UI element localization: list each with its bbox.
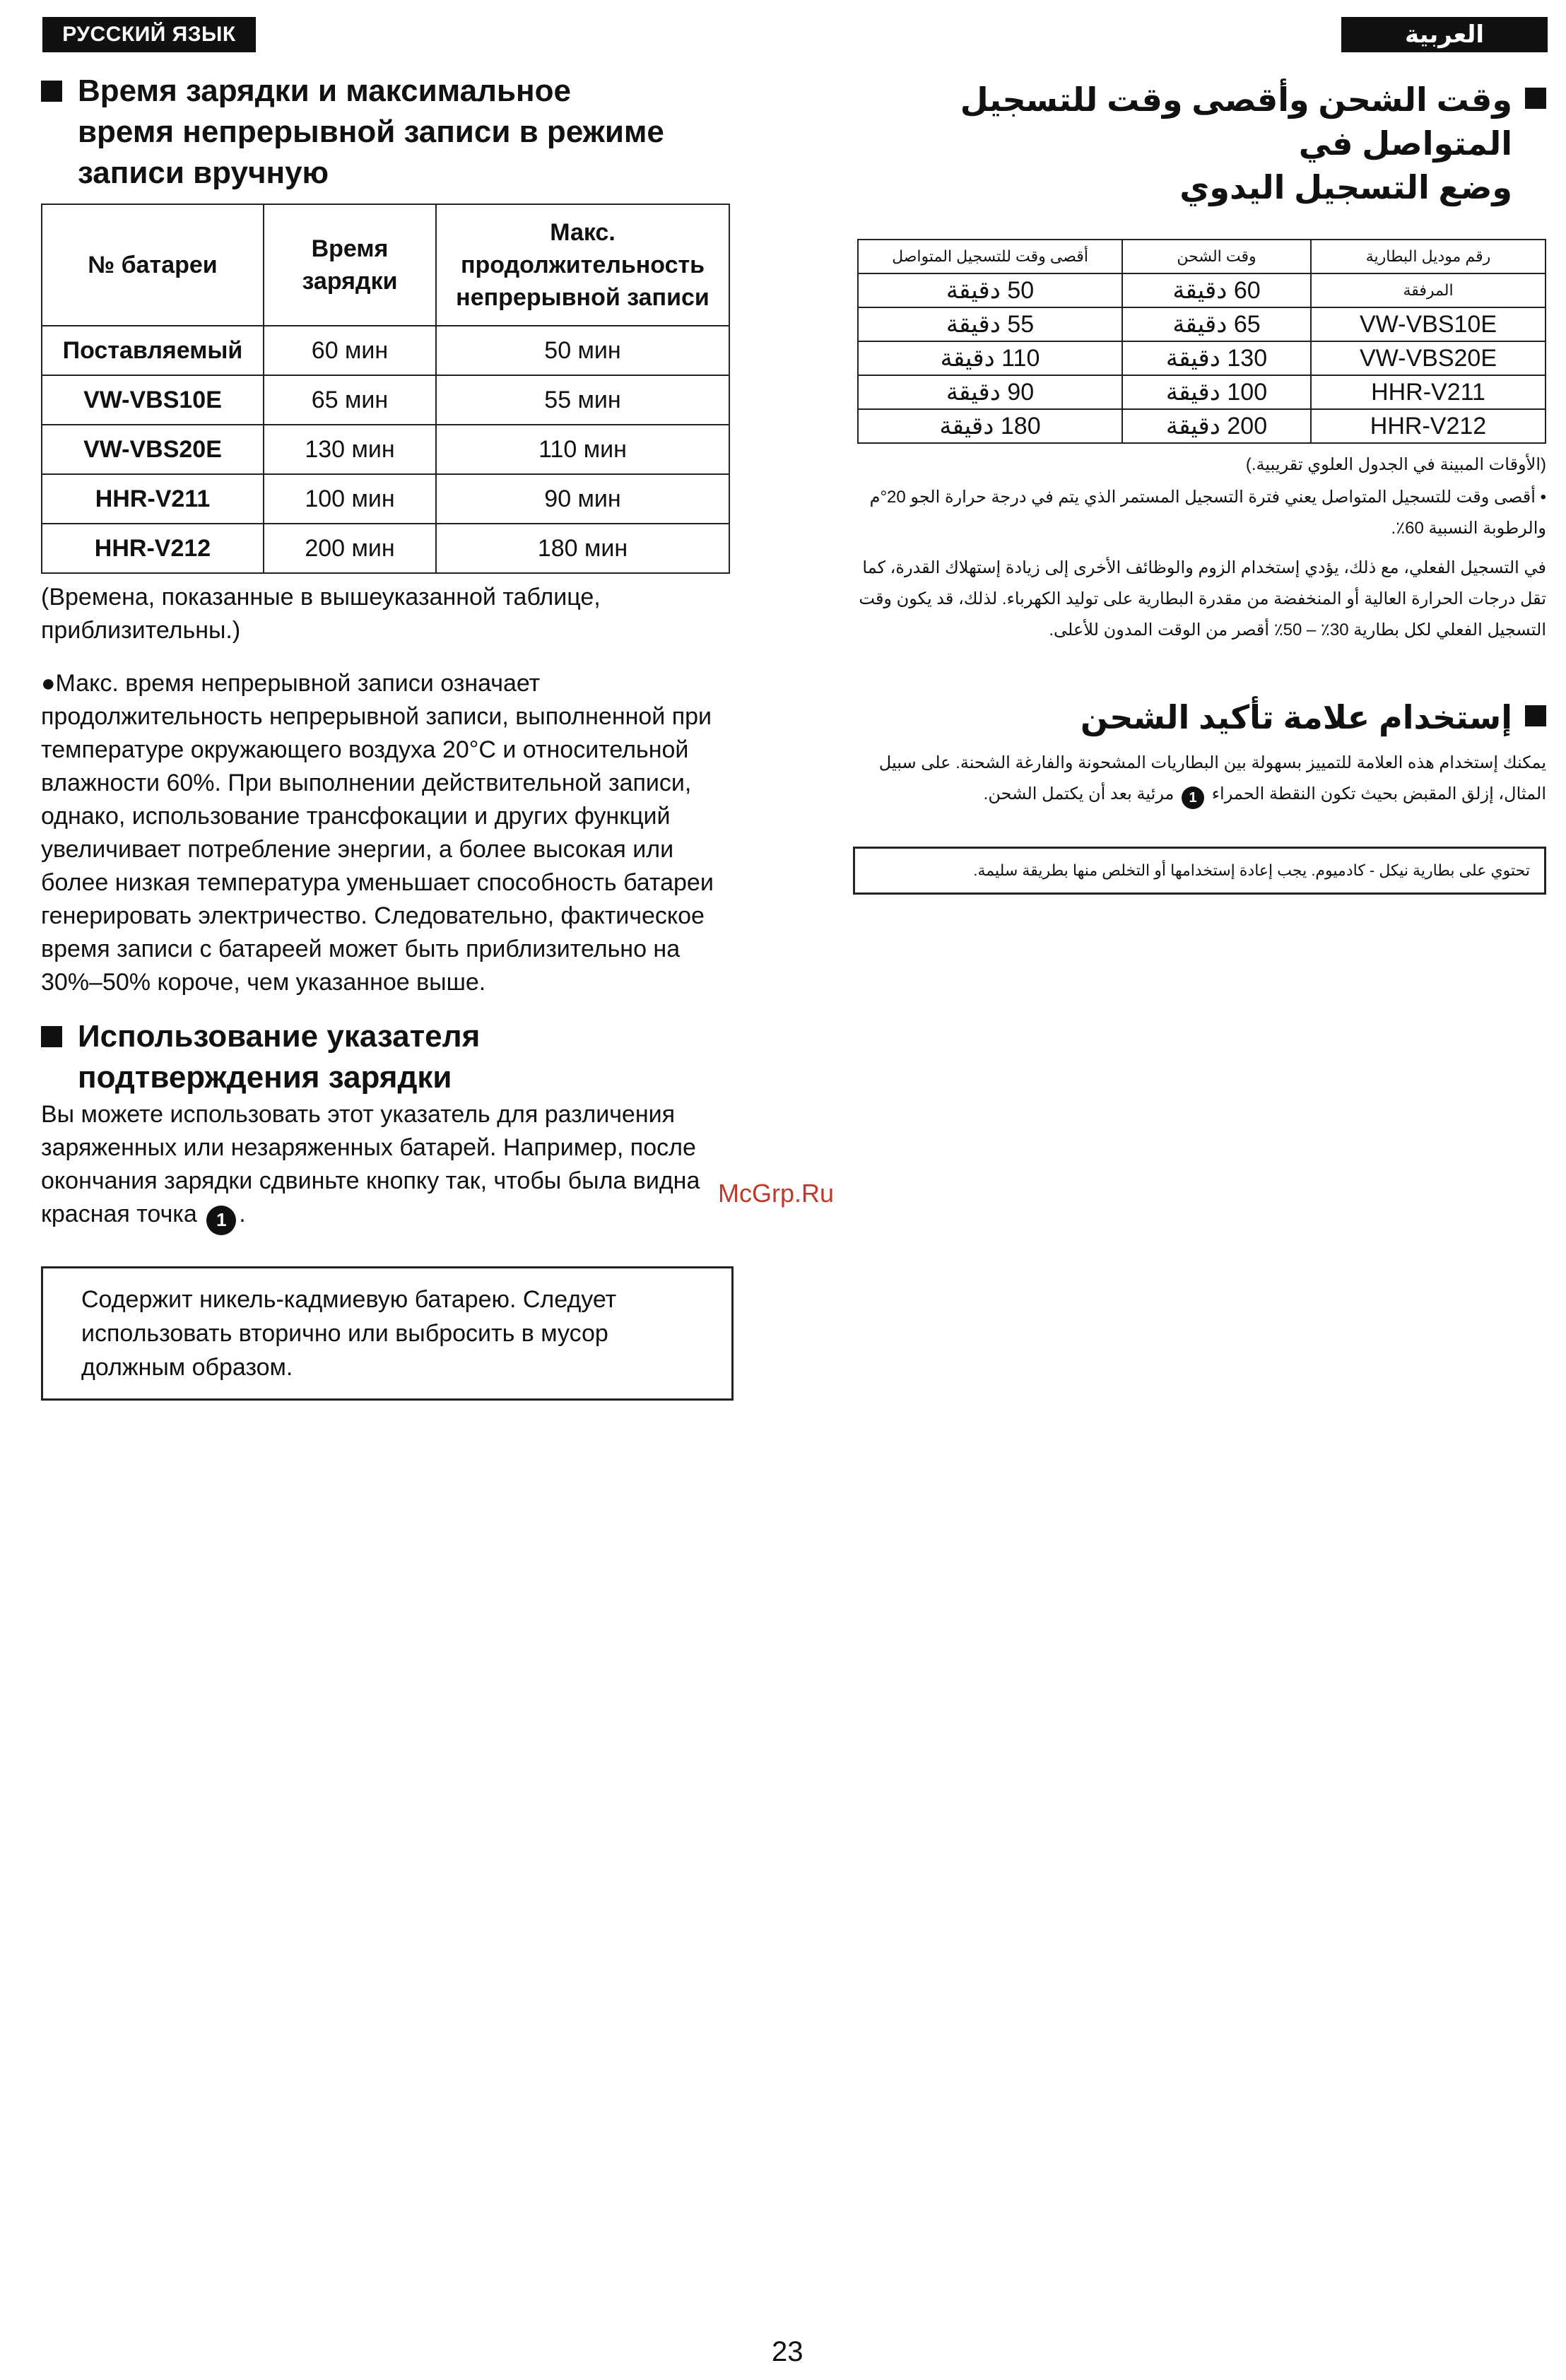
ru-section2-text [41,1098,734,1235]
ar-section2-text [854,748,1546,810]
russian-column [41,71,734,1401]
arabic-language-tag: العربية [1341,17,1548,52]
cell-max: 55 دقيقة [858,307,1122,341]
col-header-max-record: Макс. продолжительность непрерывной записи [436,204,729,326]
table-row [858,341,1546,375]
heading-line: Время зарядки и максимальное [78,73,571,108]
cell-model: VW-VBS10E [42,375,264,425]
ru-table-note: (Времена, показанные в вышеуказанной таблице, приблизительны.) [41,584,601,644]
cell-max: 50 мин [436,326,729,375]
table-row [858,375,1546,409]
cell-model: VW-VBS20E [1311,341,1546,375]
cell-model: HHR-V212 [1311,409,1546,443]
cell-max: 180 دقيقة [858,409,1122,443]
col-header-battery: رقم موديل البطارية [1311,240,1546,273]
col-header-charge-time: وقت الشحن [1122,240,1311,273]
watermark-text: McGrp.Ru [718,1179,835,1208]
square-bullet-icon [41,1026,62,1047]
ar-recycling-notice-box: تحتوي على بطارية نيكل - كادميوم. يجب إعادة إستخدامها أو التخلص منها بطريقة سليمة. [853,847,1546,895]
cell-max: 90 دقيقة [858,375,1122,409]
ar-section2-heading [854,695,1546,739]
cell-model: HHR-V211 [42,474,264,524]
cell-model: Поставляемый [42,326,264,375]
heading-line: время непрерывной записи в режиме [78,114,664,149]
cell-model: HHR-V211 [1311,375,1546,409]
arabic-column [854,78,1546,895]
cell-charge: 130 мин [264,425,436,474]
cell-charge: 60 мин [264,326,436,375]
cell-charge: 60 دقيقة [1122,273,1311,307]
table-row [858,409,1546,443]
russian-language-tag: РУССКИЙ ЯЗЫК [42,17,256,52]
square-bullet-icon [1525,88,1546,109]
ru-battery-table [41,204,730,574]
ru-section2-heading [41,1016,734,1098]
table-row [42,326,729,375]
ar-table-note: (الأوقات المبينة في الجدول العلوي تقريبية.) [1245,455,1546,474]
ar-section2-body-a: يمكنك إستخدام هذه العلامة للتمييز بسهولة بين البطاريات المشحونة والفارغة الشحنة. على سبيل المثال، إزلق المقبض بحيث تكون النقطة الحمراء [878,753,1546,803]
cell-charge: 100 دقيقة [1122,375,1311,409]
heading-line: وضع التسجيل اليدوي [1179,169,1512,206]
cell-max: 50 دقيقة [858,273,1122,307]
table-row [42,524,729,573]
cell-model: VW-VBS20E [42,425,264,474]
ru-section1-heading [41,71,734,194]
ru-recycling-notice-box: Содержит никель-кадмиевую батарею. Следует использовать вторично или выбросить в мусор должным образом. [41,1266,734,1401]
cell-charge: 65 دقيقة [1122,307,1311,341]
table-row [858,307,1546,341]
table-row [42,425,729,474]
ru-bullet-text: ●Макс. время непрерывной записи означает продолжительность непрерывной записи, выполненной при температуре окружающего воздуха 20°C и относительной влажности 60%. При выполнении действительной записи, однако, использование трансфокации и других функций увеличивает потребление энергии, а более высокая или более низкая температура уменьшает способность батареи генерировать электричество. Следовательно, фактическое время записи с батареей может быть приблизительно на 30%–50% короче, чем указанное выше. [41,670,714,996]
cell-max: 55 мин [436,375,729,425]
heading-line: записи вручную [78,155,329,190]
heading-line: وقت الشحن وأقصى وقت للتسجيل المتواصل في [960,81,1512,162]
heading-line: подтверждения зарядки [78,1060,452,1095]
cell-charge: 200 мин [264,524,436,573]
table-header-row [42,204,729,326]
col-header-charge-time: Время зарядки [264,204,436,326]
cell-model: VW-VBS10E [1311,307,1546,341]
ar-paragraph: في التسجيل الفعلي، مع ذلك، يؤدي إستخدام الزوم والوظائف الأخرى إلى زيادة إستهلاك القدرة، كما تقل درجات الحرارة العالية أو المنخفضة من مقدرة البطارية على توليد الكهرباء. لذلك، قد يكون وقت التسجيل الفعلي لكل بطارية 30٪ – 50٪ أقصر من الوقت المدون للأعلى. [859,558,1546,640]
table-row [42,474,729,524]
cell-model: المرفقة [1311,273,1546,307]
table-row [42,375,729,425]
table-row [858,273,1546,307]
cell-charge: 100 мин [264,474,436,524]
cell-model: HHR-V212 [42,524,264,573]
cell-charge: 65 мин [264,375,436,425]
ar-bullet-text: • أقصى وقت للتسجيل المتواصل يعني فترة التسجيل المستمر الذي يتم في درجة حرارة الجو 20°م والرطوبة النسبية 60٪. [869,488,1546,538]
square-bullet-icon [41,81,62,102]
cell-charge: 130 دقيقة [1122,341,1311,375]
table-header-row [858,240,1546,273]
ru-section2-body: Вы можете использовать этот указатель для различения заряженных или незаряженных батарей. Например, после окончания зарядки сдвиньте кнопку так, чтобы была видна красная точка [41,1101,700,1227]
circled-number-icon: 1 [1182,787,1204,809]
ar-section2-body-b: مرئية بعد أن يكتمل الشحن. [983,784,1174,803]
heading-line: إستخدام علامة تأكيد الشحن [1080,699,1512,736]
cell-max: 180 мин [436,524,729,573]
cell-max: 110 دقيقة [858,341,1122,375]
ar-battery-table [857,239,1546,444]
cell-max: 110 мин [436,425,729,474]
heading-line: Использование указателя [78,1019,481,1054]
col-header-battery: № батареи [42,204,264,326]
page-number: 23 [772,2336,803,2367]
cell-max: 90 мин [436,474,729,524]
ru-section2-end: . [239,1201,246,1227]
col-header-max-record: أقصى وقت للتسجيل المتواصل [858,240,1122,273]
cell-charge: 200 دقيقة [1122,409,1311,443]
circled-number-icon: 1 [206,1206,236,1235]
ar-section1-heading [854,78,1546,209]
square-bullet-icon [1525,705,1546,726]
